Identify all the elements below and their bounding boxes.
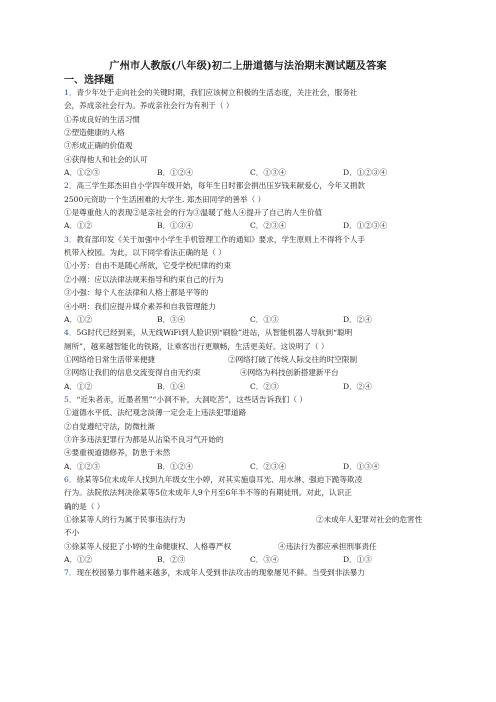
question-1-statement-4: ④获得他人和社会的认可 [64,154,148,164]
document-title: 广州市人教版(八年级)初二上册道德与法治期末测试题及答案 [109,60,387,72]
question-4-number: 4． [64,328,77,338]
option-b: B．①③④ [157,221,193,231]
statement: ④网络为科技创新搭建新平台 [240,368,339,378]
question-2-line-2: 2500元资助一个生活困难的大学生. 郑杰田同学的善举（ ） [64,194,266,204]
question-6-statements-3-4 [64,540,436,553]
option-c: C．②③④ [250,221,287,231]
question-1-number: 1． [64,88,77,97]
option-d: D．①③ [343,555,372,565]
statement: ②未成年人犯罪对社会的危害性 [316,515,423,524]
option-a: A．①② [64,381,93,391]
question-1-line-1: 1．青少年处于走向社会的关键时期，我们应该树立积极的生活态度，关注社会，服务社 [64,88,358,97]
option-b: B．①④ [157,381,186,391]
question-3-number: 3． [64,234,77,244]
question-1-statement-1: ①养成良好的生活习惯 [64,114,140,124]
option-b: B．①②④ [157,168,193,178]
question-4-line-1: 4．5G时代已经到来，从无线WiFi到人脸识别“刷脸”进站，从智能机器人导航到“聪明 [64,328,353,338]
option-d: D．①③④ [343,461,380,471]
question-5-number: 5． [64,394,77,404]
question-7-number: 7． [64,568,77,578]
statement: ③网络让我们的信息交流变得自由无约束 [64,368,201,378]
option-c: C．②③④ [250,461,287,471]
question-3-options [64,313,436,326]
question-6-line-3: 确的是（ ） [64,501,105,511]
question-6-statement-2-wrap: 不小 [64,528,80,538]
question-5-statement-1: ①道德水平低、法纪观念淡薄一定会走上违法犯罪道路 [64,408,247,418]
question-5-line-1: 5．“近朱者赤，近墨者黑”“小洞不补，大洞吃苦”，这些话告诉我们（ ） [64,394,308,404]
option-d: D．①②③④ [343,221,388,231]
question-5-statement-2: ②自觉遵纪守法，防微杜渐 [64,421,156,431]
question-7-line-1: 7．现在校园暴力事件越来越多，未成年人受到非法攻击的现象屡见不鲜。当受到非法暴力 [64,568,365,578]
option-a: A．①② [64,314,93,324]
statement: ③徐某等人侵犯了小婷的生命健康权、人格尊严权 [64,541,232,551]
question-1-line-2: 会，养成亲社会行为。养成亲社会行为有利于（ ） [64,101,234,111]
option-b: B．①②④ [157,461,193,471]
statement: ①网络给日常生活带来便捷 [64,354,156,364]
question-6-line-2: 行为。法院依法判决徐某等5位未成年人9个月至6年半不等的有期徒刑。对此，认识正 [64,488,352,498]
question-3-statement-1: ①小芳：自由不是随心所欲，它受学校纪律的约束 [64,261,232,271]
question-3-line-2: 机带入校园。为此，以下同学看法正确的是（ ） [64,248,226,258]
statement: ②网络打破了传统人际交往的时空限制 [228,354,358,364]
section-heading: 一、选择题 [64,75,114,86]
question-2-options [64,219,436,232]
question-1-statement-2: ②塑造健康的人格 [64,128,125,138]
question-list [64,86,436,580]
option-d: D．②④ [343,381,372,391]
question-1-statement-3: ③形成正确的价值观 [64,141,133,151]
option-d: D．①②③④ [343,168,388,178]
question-6-statements-1-2 [64,513,436,526]
option-b: B．②③ [157,555,186,565]
question-6-options [64,553,436,566]
question-1-options [64,166,436,179]
question-5-statement-4: ④要重视道德修养，防患于未然 [64,448,171,458]
option-c: C．③④ [250,555,279,565]
option-a: A．①②③ [64,168,100,178]
question-4-line-2: 厕所”，越来越智能化的铁路，让乘客出行更顺畅，生活更美好。这说明了（ ） [64,341,329,351]
question-3-statement-2: ②小刚：应以法律法规来指导和约束自己的行为 [64,274,224,284]
question-3-statement-3: ③小强：每个人在法律和人格上都是平等的 [64,288,209,298]
option-c: C．②③ [250,381,279,391]
question-5-statement-3: ③许多违法犯罪行为都是从沾染不良习气开始的 [64,434,224,444]
question-6-number: 6． [64,474,77,484]
statement: ①徐某等人的行为属于民事违法行为 [64,515,186,524]
question-3-statement-4: ④小明：我们应提升媒介素养和自我管理能力 [64,301,216,311]
option-a: A．①②③ [64,461,100,471]
option-c: C．①③ [250,314,279,324]
option-d: D．②④ [343,314,372,324]
question-4-statements-3-4 [64,366,436,379]
question-4-options [64,380,436,393]
question-2-line-1: 2．高三学生郑杰田自小学四年级开始，每年生日时都会捐出压岁钱来献爱心，今年又捐款 [64,181,365,191]
option-a: A．①② [64,555,93,565]
question-4-statements-1-2 [64,353,436,366]
question-2-line-3: ①是尊重他人的表现②是亲社会的行为③温暖了他人④提升了自己的人生价值 [64,208,323,218]
statement: ④违法行为都应承担刑事责任 [278,541,377,551]
question-5-options [64,460,436,473]
question-6-line-1: 6．徐某等5位未成年人找到九年级女生小婷，对其实施扇耳光、用水淋、强迫下跪等欺凌 [64,474,363,484]
option-c: C．①③④ [250,168,287,178]
option-a: A．①② [64,221,93,231]
question-2-number: 2． [64,181,77,191]
question-3-line-1: 3．教育部印发《关于加强中小学生手机管理工作的通知》要求，学生原则上不得将个人手 [64,234,365,244]
option-b: B．③④ [157,314,186,324]
